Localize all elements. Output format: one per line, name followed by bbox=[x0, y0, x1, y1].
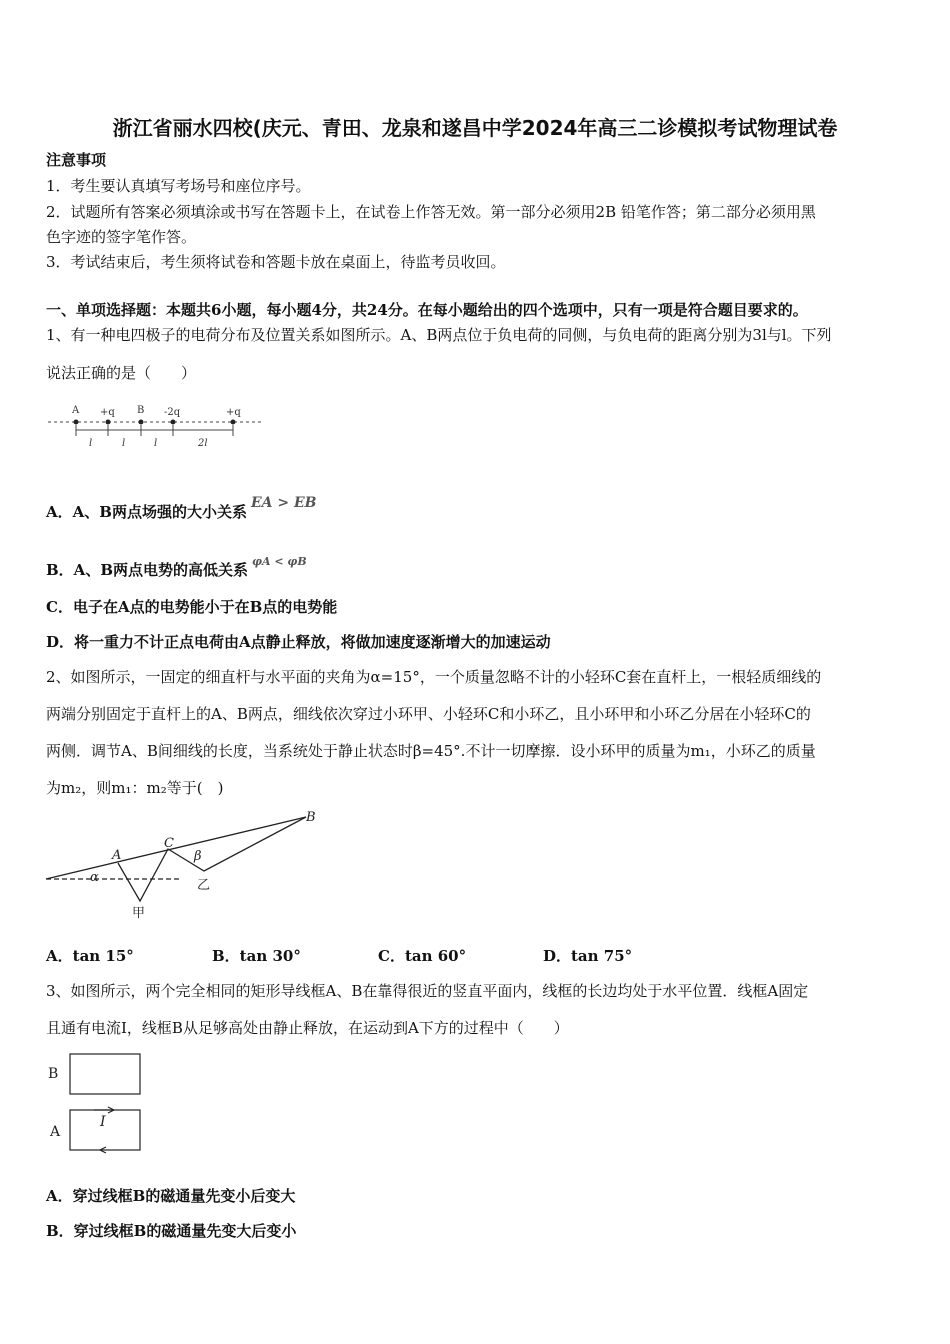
notice-item: 色字迹的签字笔作答。 bbox=[46, 228, 197, 246]
q2-option-d[interactable]: D．tan 75° bbox=[543, 947, 633, 965]
q1-option-b[interactable] bbox=[46, 552, 307, 580]
charge-label: A bbox=[72, 405, 80, 416]
notice-item: 1．考生要认真填写考场号和座位序号。 bbox=[46, 177, 311, 195]
q3-option-a[interactable]: A．穿过线框B的磁通量先变小后变大 bbox=[46, 1187, 296, 1205]
point-label: A bbox=[112, 848, 122, 863]
frame-label: B bbox=[48, 1066, 59, 1082]
q3-line: 3、如图所示，两个完全相同的矩形导线框A、B在靠得很近的竖直平面内，线框的长边均处于水平位置．线框A固定 bbox=[46, 982, 809, 1000]
q2-line: 为m₂，则m₁：m₂等于( ) bbox=[46, 779, 224, 797]
math-formula: EA > EB bbox=[250, 495, 317, 511]
q1-line: 1、有一种电四极子的电荷分布及位置关系如图所示。A、B两点位于负电荷的同侧，与负电荷的距离分别为3l与l。下列 bbox=[46, 326, 832, 344]
option-text: A．A、B两点场强的大小关系 bbox=[46, 503, 247, 521]
notice-item: 3．考试结束后，考生须将试卷和答题卡放在桌面上，待监考员收回。 bbox=[46, 253, 506, 271]
q1-figure bbox=[46, 400, 266, 455]
q2-option-c[interactable]: C．tan 60° bbox=[378, 947, 467, 965]
q3-option-b[interactable]: B．穿过线框B的磁通量先变大后变小 bbox=[46, 1222, 297, 1240]
notice-item: 2．试题所有答案必须填涂或书写在答题卡上，在试卷上作答无效。第一部分必须用2B 铅笔作答；第二部分必须用黑 bbox=[46, 203, 816, 221]
q1-line: 说法正确的是（ ） bbox=[46, 364, 197, 382]
distance-label: l bbox=[154, 438, 158, 449]
frame-label: A bbox=[50, 1124, 61, 1140]
q1-option-a[interactable] bbox=[46, 493, 316, 522]
math-formula: φA < φB bbox=[252, 555, 307, 568]
angle-label: α bbox=[90, 870, 99, 885]
q2-line: 2、如图所示，一固定的细直杆与水平面的夹角为α=15°，一个质量忽略不计的小轻环C套在直杆上，一根轻质细线的 bbox=[46, 668, 822, 686]
q2-option-a[interactable]: A．tan 15° bbox=[46, 947, 134, 965]
ring-label: 乙 bbox=[197, 878, 211, 893]
q3-figure bbox=[44, 1048, 154, 1158]
q1-option-d[interactable]: D．将一重力不计正点电荷由A点静止释放，将做加速度逐渐增大的加速运动 bbox=[46, 633, 551, 651]
q2-figure bbox=[44, 805, 324, 920]
q3-line: 且通有电流I，线框B从足够高处由静止释放，在运动到A下方的过程中（ ） bbox=[46, 1019, 569, 1037]
notice-heading: 注意事项 bbox=[46, 151, 107, 169]
current-label: I bbox=[100, 1114, 106, 1130]
charge-label: B bbox=[137, 405, 145, 416]
q2-line: 两侧．调节A、B间细线的长度，当系统处于静止状态时β=45°.不计一切摩擦．设小环甲的质量为m₁，小环乙的质量 bbox=[46, 742, 816, 760]
point-label: B bbox=[306, 810, 316, 825]
q2-line: 两端分别固定于直杆上的A、B两点，细线依次穿过小环甲、小轻环C和小环乙，且小环甲和小环乙分居在小轻环C的 bbox=[46, 705, 811, 723]
point-label: C bbox=[164, 836, 174, 851]
q1-option-c[interactable]: C．电子在A点的电势能小于在B点的电势能 bbox=[46, 598, 338, 616]
angle-label: β bbox=[194, 849, 202, 864]
charge-label: -2q bbox=[164, 407, 181, 418]
distance-label: l bbox=[89, 438, 93, 449]
charge-label: +q bbox=[226, 407, 241, 418]
distance-label: l bbox=[122, 438, 126, 449]
section-heading: 一、单项选择题：本题共6小题，每小题4分，共24分。在每小题给出的四个选项中，只有一项是符合题目要求的。 bbox=[46, 301, 808, 319]
q2-option-b[interactable]: B．tan 30° bbox=[212, 947, 301, 965]
charge-label: +q bbox=[100, 407, 115, 418]
option-text: B．A、B两点电势的高低关系 bbox=[46, 561, 248, 579]
ring-label: 甲 bbox=[132, 906, 146, 920]
page-title: 浙江省丽水四校(庆元、青田、龙泉和遂昌中学2024年高三二诊模拟考试物理试卷 bbox=[112, 116, 838, 140]
distance-label: 2l bbox=[198, 438, 208, 449]
